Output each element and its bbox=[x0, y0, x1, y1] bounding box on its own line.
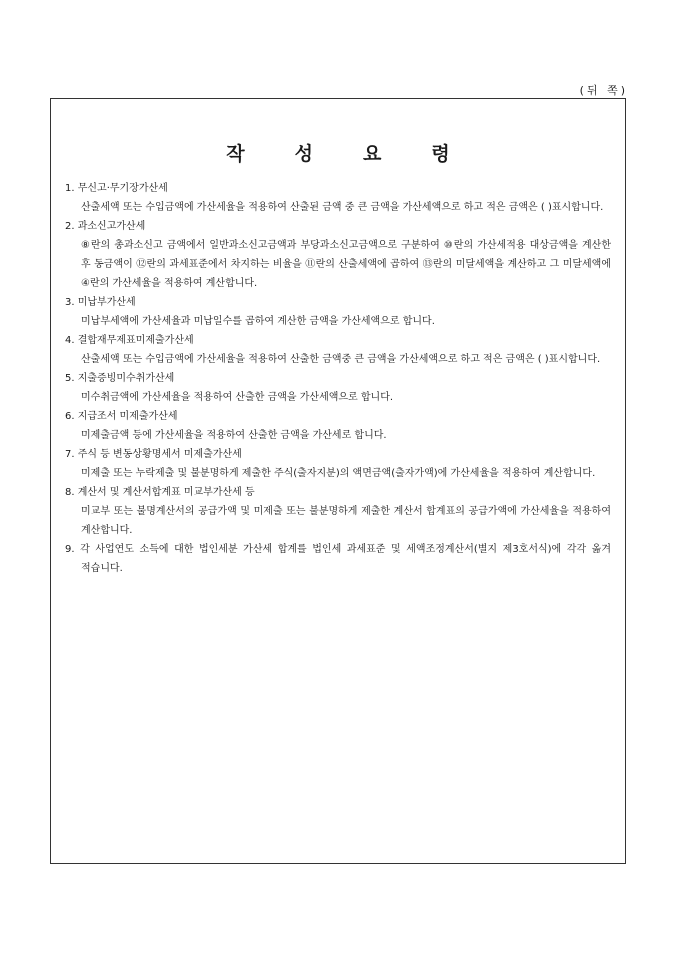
instruction-item bbox=[65, 179, 611, 217]
item-heading: 5. 지출증빙미수취가산세 bbox=[65, 373, 175, 384]
instructions-frame bbox=[50, 98, 626, 864]
item-body: 산출세액 또는 수입금액에 가산세율을 적용하여 산출한 금액중 큰 금액을 가산세액으로 하고 적은 금액은 ( )표시합니다. bbox=[81, 354, 601, 365]
item-body: 미제출금액 등에 가산세율을 적용하여 산출한 금액을 가산세로 합니다. bbox=[81, 430, 387, 441]
item-heading: 2. 과소신고가산세 bbox=[65, 221, 146, 232]
instruction-item bbox=[65, 293, 611, 331]
item-body: 미납부세액에 가산세율과 미납일수를 곱하여 계산한 금액을 가산세액으로 합니다. bbox=[81, 316, 435, 327]
instruction-item bbox=[65, 331, 611, 369]
page-title bbox=[51, 139, 625, 166]
item-body: 미수취금액에 가산세율을 적용하여 산출한 금액을 가산세액으로 합니다. bbox=[81, 392, 394, 403]
item-heading: 6. 지급조서 미제출가산세 bbox=[65, 411, 178, 422]
title-char: 성 bbox=[294, 143, 313, 165]
instructions-list bbox=[65, 179, 611, 578]
item-heading: 3. 미납부가산세 bbox=[65, 297, 136, 308]
item-heading: 9. 각 사업연도 소득에 대한 법인세분 가산세 합계를 법인세 과세표준 및 세액조정계산서(별지 제3호서식)에 각각 옮겨 적습니다. bbox=[65, 544, 611, 574]
instruction-item bbox=[65, 540, 611, 578]
instruction-item bbox=[65, 217, 611, 293]
title-char: 작 bbox=[226, 143, 245, 165]
title-char: 요 bbox=[363, 143, 382, 165]
page-side-label: (뒤 쪽) bbox=[579, 84, 628, 97]
title-char: 령 bbox=[431, 143, 450, 165]
instruction-item bbox=[65, 407, 611, 445]
instruction-item bbox=[65, 369, 611, 407]
item-heading: 7. 주식 등 변동상황명세서 미제출가산세 bbox=[65, 449, 242, 460]
instruction-item bbox=[65, 483, 611, 540]
instruction-item bbox=[65, 445, 611, 483]
item-body: 미제출 또는 누락제출 및 불분명하게 제출한 주식(출자지분)의 액면금액(출자가액)에 가산세율을 적용하여 계산합니다. bbox=[81, 468, 596, 479]
item-heading: 8. 계산서 및 계산서합계표 미교부가산세 등 bbox=[65, 487, 255, 498]
item-body: 미교부 또는 불명계산서의 공급가액 및 미제출 또는 불분명하게 제출한 계산서 합계표의 공급가액에 가산세율을 적용하여 계산합니다. bbox=[81, 506, 611, 536]
item-heading: 4. 결합재무제표미제출가산세 bbox=[65, 335, 194, 346]
item-body: 산출세액 또는 수입금액에 가산세율을 적용하여 산출된 금액 중 큰 금액을 가산세액으로 하고 적은 금액은 ( )표시합니다. bbox=[81, 202, 604, 213]
item-heading: 1. 무신고·무기장가산세 bbox=[65, 183, 168, 194]
item-body: ⑧란의 총과소신고 금액에서 일반과소신고금액과 부당과소신고금액으로 구분하여 ⑩란의 가산세적용 대상금액을 계산한 후 동금액이 ⑫란의 과세표준에서 차지하는 비율을 ⑪란의 산출세액에 곱하여 ⑬란의 미달세액을 계산하고 그 미달세액에 ④란의 가산세율을 적용하여 계산합니다. bbox=[81, 240, 611, 289]
